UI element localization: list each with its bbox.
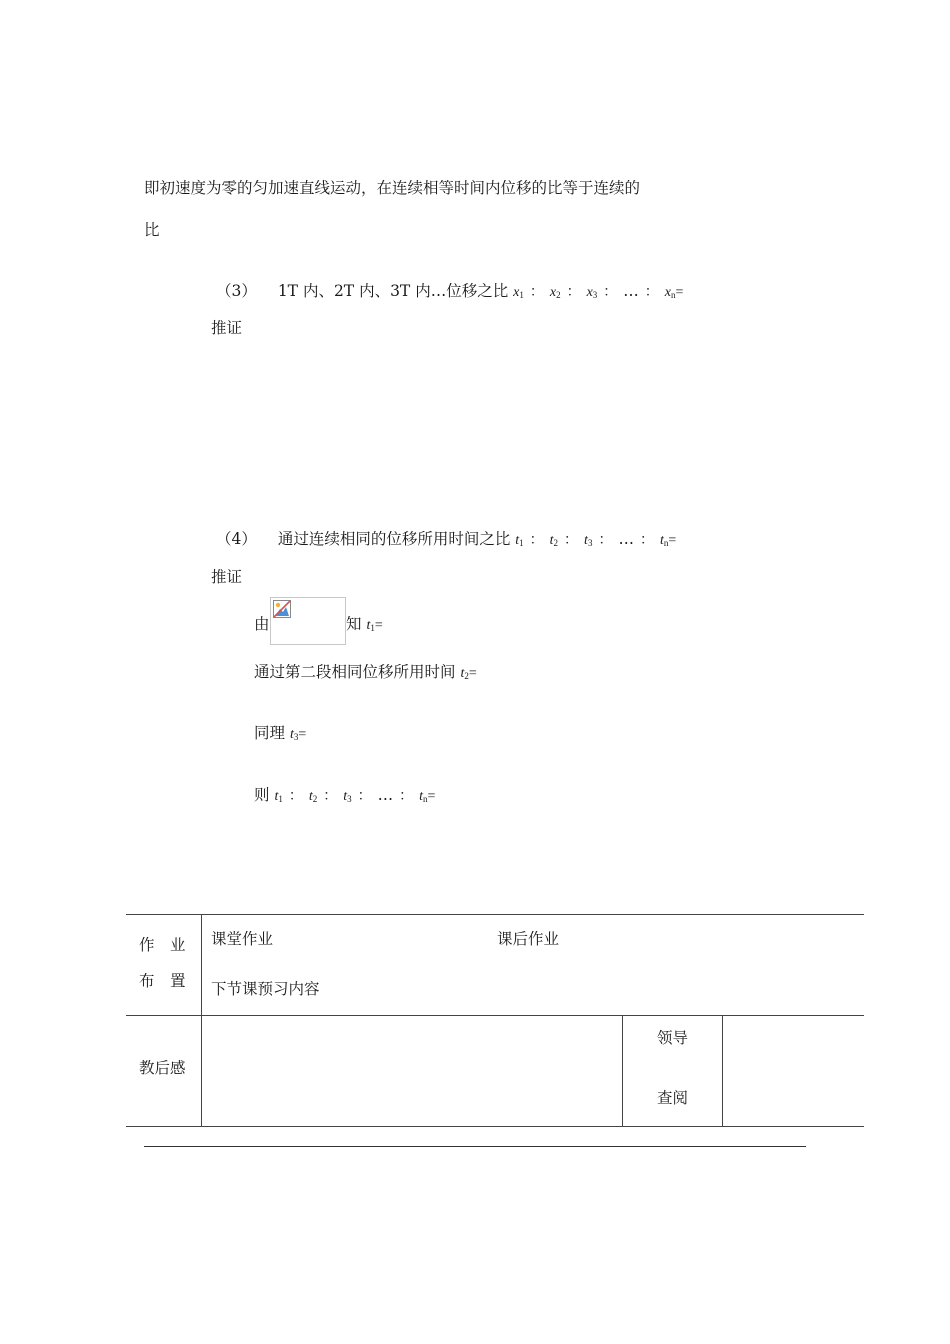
then-ellipsis: … (377, 786, 394, 804)
then-t3: $t_3$ (343, 789, 352, 804)
then-t2: $t_2$ (308, 789, 318, 804)
second-segment-text: 通过第二段相同位移所用时间 (254, 663, 456, 681)
reflection-content-cell (202, 1016, 623, 1127)
homework-label-a: 作 业 (139, 936, 186, 954)
then-line: 则 $t_1$ ： $t_2$ ： $t_3$ ： … ： $t_n=$ (254, 786, 436, 804)
item-4-t1: $t_1$ (515, 533, 524, 548)
proof-label-1: 推证 (211, 319, 243, 337)
reflection-row (126, 1016, 864, 1127)
item-3-xn: $x_n$ (664, 285, 676, 300)
same-t3: $t_3$ (289, 727, 299, 742)
item-3-x1: $x_1$ (513, 285, 524, 300)
item-4-number: （4） (216, 530, 257, 548)
reflection-label-cell (126, 1016, 202, 1127)
item-4-ellipsis: … (618, 530, 634, 548)
intro-line-2: 比 (144, 221, 160, 239)
footer-rule (144, 1146, 806, 1147)
after-class-homework-label: 课后作业 (497, 930, 560, 948)
item-4-t2: $t_2$ (549, 533, 559, 548)
leader-review-label-a: 领导 (657, 1029, 689, 1047)
item-4-text: 通过连续相同的位移所用时间之比 (277, 530, 511, 548)
item-3-number: （3） (216, 282, 257, 300)
then-tn: $t_n$ (419, 789, 428, 804)
item-3-line: （3） 1T 内、2T 内、3T 内…位移之比 $x_1$ ： $x_2$ ： $x_3$ ： … ： $x_n=$ (216, 282, 684, 300)
item-3-x3: $x_3$ (586, 285, 598, 300)
from-t1: $t_1$ (366, 618, 375, 633)
same-reason-text: 同理 (254, 724, 286, 742)
second-t2: $t_2$ (460, 666, 469, 681)
preview-content-label: 下节课预习内容 (211, 980, 320, 998)
lesson-record-table (126, 914, 864, 1127)
broken-image-icon (273, 600, 291, 618)
leader-review-label-b: 查阅 (657, 1089, 689, 1107)
item-4-tn: $t_n$ (659, 533, 669, 548)
from-line-rest: 知 $t_1=$ (346, 615, 383, 633)
leader-review-label-cell (623, 1016, 723, 1127)
homework-row (126, 915, 864, 1016)
then-text: 则 (254, 786, 270, 804)
intro-line: 即初速度为零的匀加速直线运动，在连续相等时间内位移的比等于连续的 (144, 179, 641, 197)
homework-content-cell (202, 915, 865, 1016)
item-4-t3: $t_3$ (584, 533, 593, 548)
same-reason-line: 同理 $t_3=$ (254, 724, 307, 742)
leader-review-content-cell (723, 1016, 865, 1127)
item-3-x2: $x_2$ (549, 285, 561, 300)
homework-label-b: 布 置 (139, 972, 186, 990)
homework-label-cell (126, 915, 202, 1016)
then-t1: $t_1$ (274, 789, 283, 804)
item-3-text: 1T 内、2T 内、3T 内…位移之比 (277, 282, 509, 300)
formula-image-placeholder (270, 597, 346, 645)
know-label: 知 (346, 615, 362, 633)
class-homework-label: 课堂作业 (211, 930, 274, 948)
proof-label-2: 推证 (211, 568, 243, 586)
item-3-ellipsis: … (623, 282, 639, 300)
from-label: 由 (254, 615, 270, 633)
item-4-line: （4） 通过连续相同的位移所用时间之比 $t_1$ ： $t_2$ ： $t_3$ ： … ： $t_n=$ (216, 530, 677, 548)
reflection-label: 教后感 (139, 1059, 186, 1077)
second-segment-line: 通过第二段相同位移所用时间 $t_2=$ (254, 663, 477, 681)
